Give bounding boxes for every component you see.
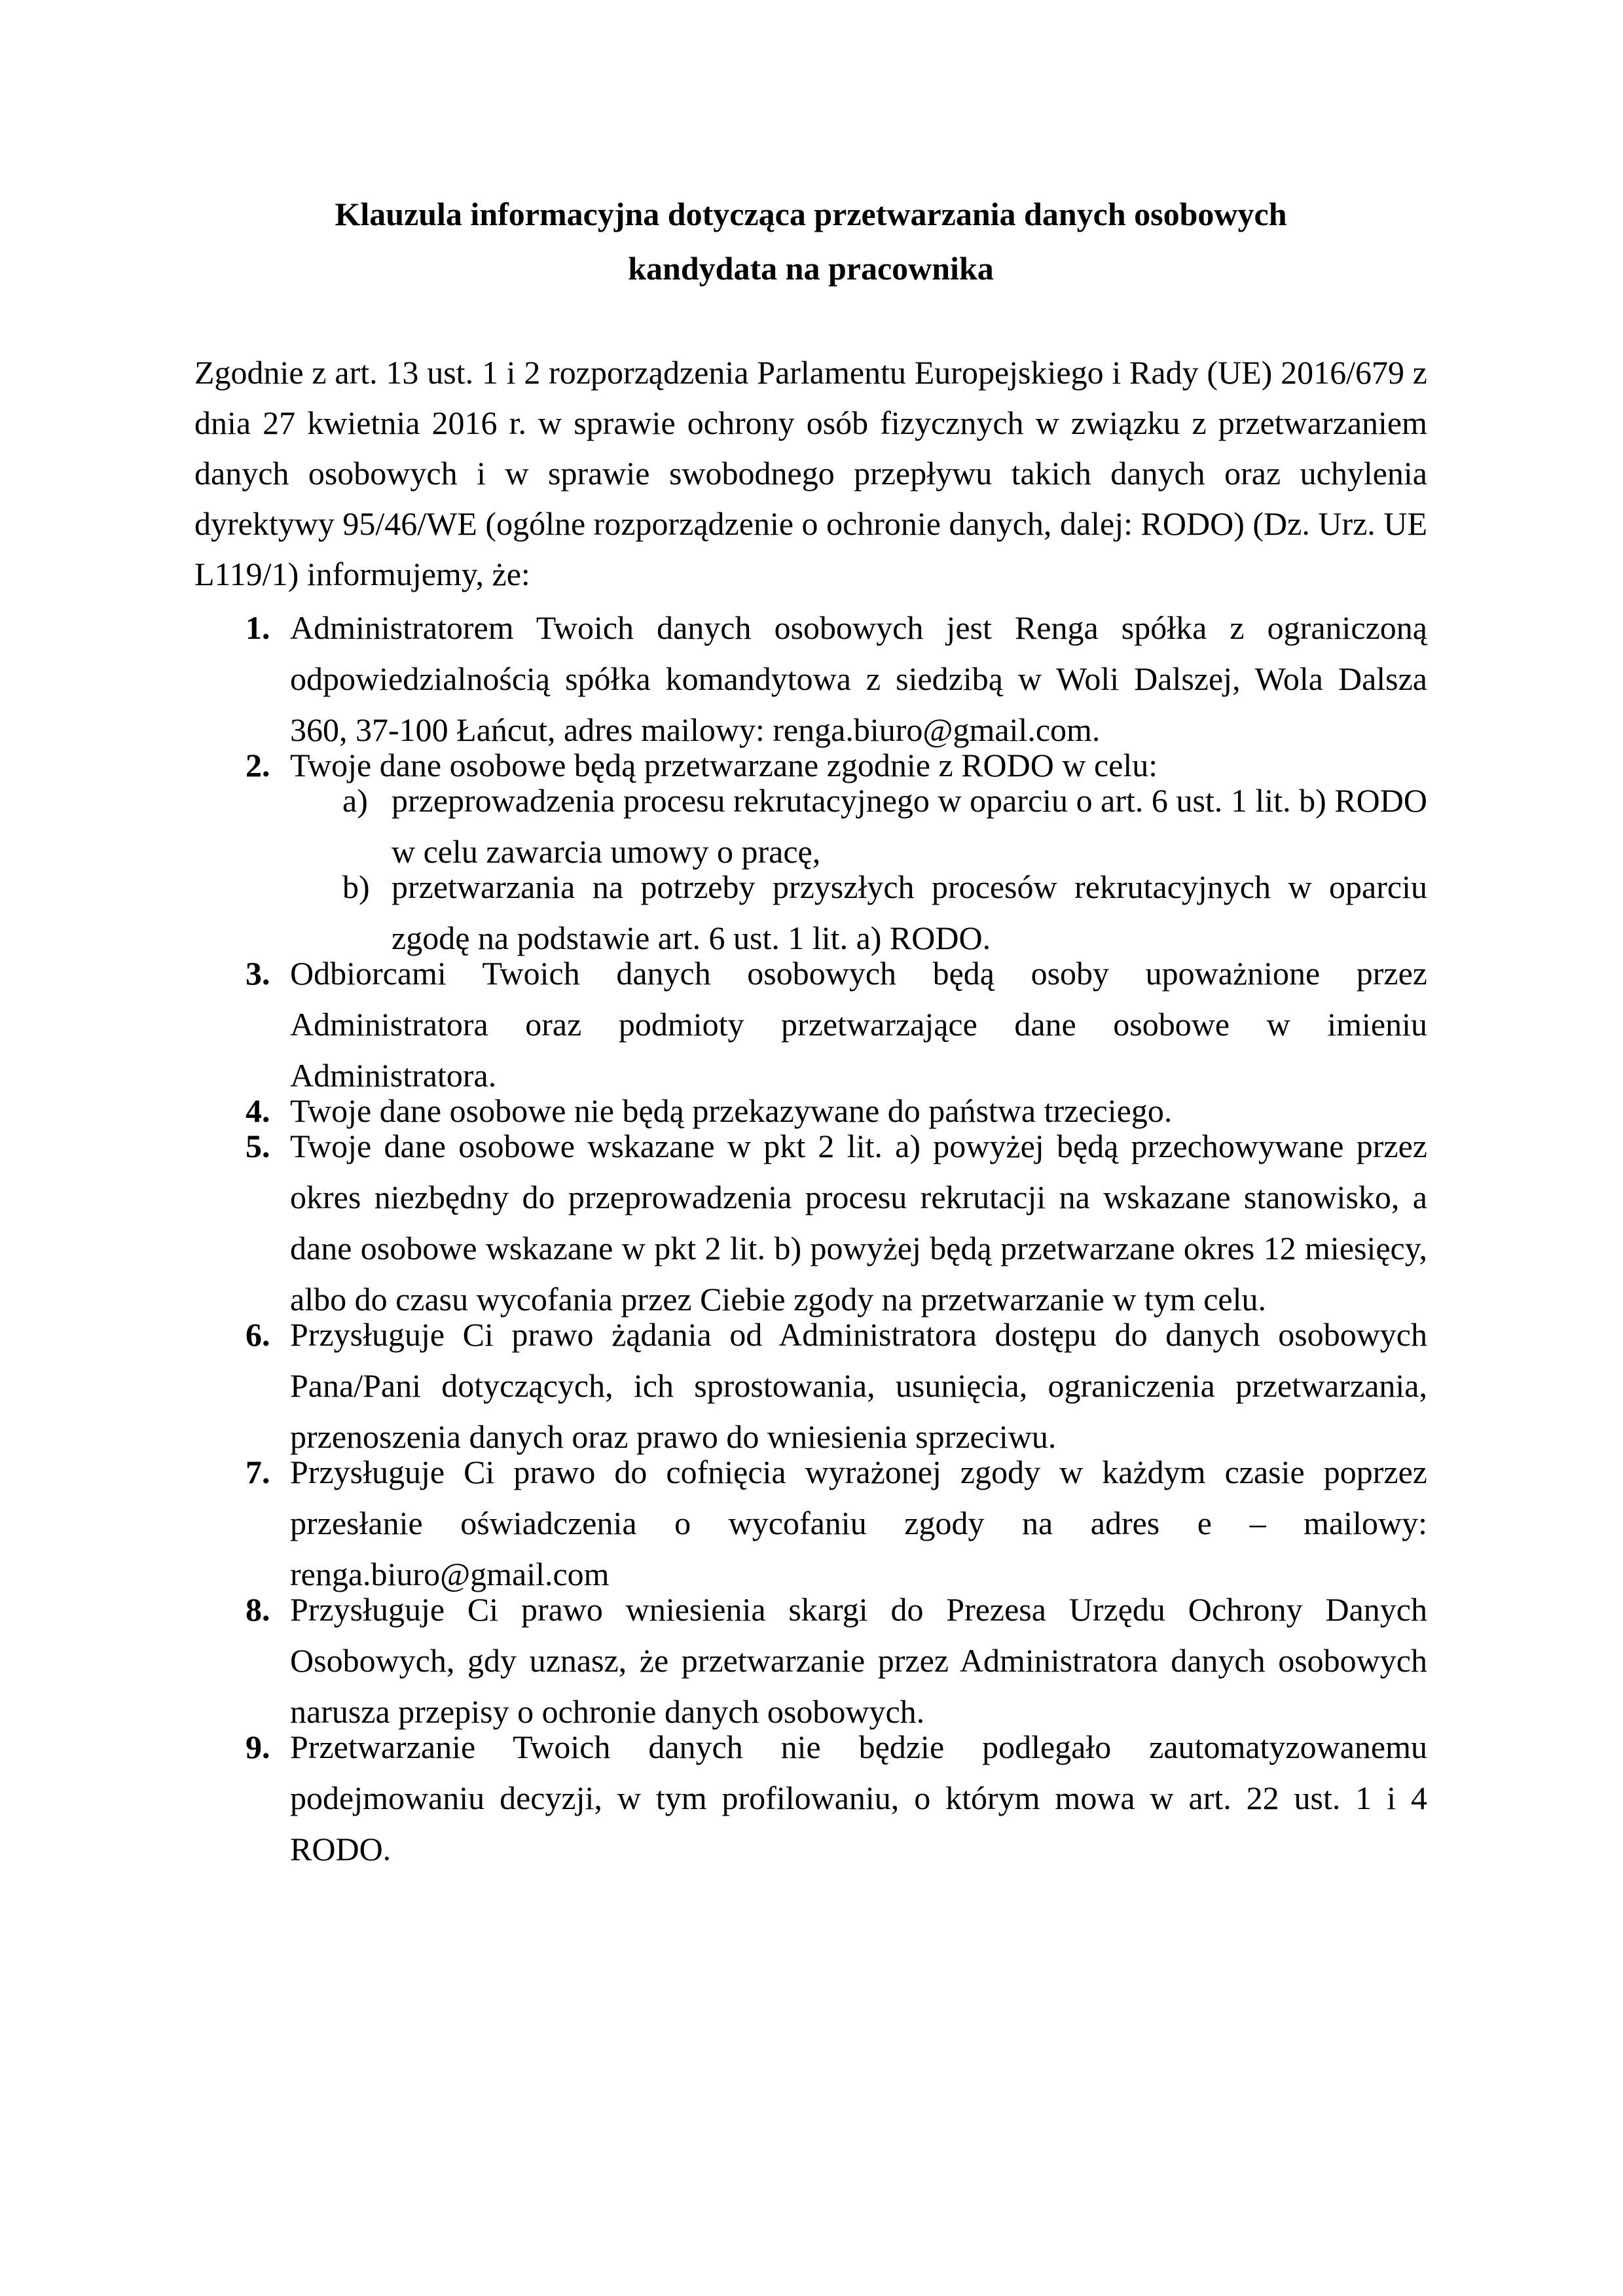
item-number: 9.	[246, 1729, 270, 1765]
item-number: 3.	[246, 955, 270, 992]
item-text: Administratorem Twoich danych osobowych jest Renga spółka z ograniczoną odpowiedzialnością spółka komandytowa z siedzibą w Woli Dalszej, Wola Dalsza 360, 37-100 Łańcut, adres mailowy: renga.biuro@gmail.com.	[290, 609, 1427, 748]
item-text: Przysługuje Ci prawo do cofnięcia wyrażonej zgody w każdym czasie poprzez przesłanie oświadczenia o wycofaniu zgody na adres e – mailowy: renga.biuro@gmail.com	[290, 1454, 1427, 1592]
item-number: 7.	[246, 1454, 270, 1490]
sub-item-letter: a)	[342, 782, 368, 819]
item-number: 2.	[246, 747, 270, 783]
numbered-list	[194, 602, 1427, 1874]
sub-item-letter: b)	[342, 869, 370, 905]
list-item-3	[194, 948, 1427, 1101]
page-title	[194, 187, 1427, 296]
item-number: 6.	[246, 1316, 270, 1353]
item-number: 5.	[246, 1128, 270, 1164]
item-number: 4.	[246, 1092, 270, 1129]
item-number: 1.	[246, 609, 270, 646]
list-item-7	[194, 1446, 1427, 1600]
item-text: Przysługuje Ci prawo wniesienia skargi do Prezesa Urzędu Ochrony Danych Osobowych, gdy uznasz, że przetwarzanie przez Administratora danych osobowych narusza przepisy o ochronie danych osobowych.	[290, 1591, 1427, 1730]
item-text: Przetwarzanie Twoich danych nie będzie podlegało zautomatyzowanemu podejmowaniu decyzji, w tym profilowaniu, o którym mowa w art. 22 ust. 1 i 4 RODO.	[290, 1729, 1427, 1867]
title-line-1: Klauzula informacyjna dotycząca przetwarzania danych osobowych	[335, 196, 1287, 232]
list-item-1	[194, 602, 1427, 755]
list-item-6	[194, 1309, 1427, 1462]
item-text: Odbiorcami Twoich danych osobowych będą osoby upoważnione przez Administratora oraz podmioty przetwarzające dane osobowe w imieniu Administratora.	[290, 955, 1427, 1094]
lettered-sub-list	[290, 775, 1427, 963]
item-text: Twoje dane osobowe nie będą przekazywane do państwa trzeciego.	[290, 1092, 1173, 1129]
list-item-2	[194, 740, 1427, 963]
sub-item-text: przeprowadzenia procesu rekrutacyjnego w oparciu o art. 6 ust. 1 lit. b) RODO w celu zawarcia umowy o pracę,	[392, 782, 1427, 870]
list-item-8	[194, 1584, 1427, 1737]
title-line-2: kandydata na pracownika	[628, 250, 994, 287]
item-text: Przysługuje Ci prawo żądania od Administratora dostępu do danych osobowych Pana/Pani dotyczących, ich sprostowania, usunięcia, ograniczenia przetwarzania, przenoszenia danych oraz prawo do wniesienia sprzeciwu.	[290, 1316, 1427, 1455]
sub-item-text: przetwarzania na potrzeby przyszłych procesów rekrutacyjnych w oparciu zgodę na podstawie art. 6 ust. 1 lit. a) RODO.	[392, 869, 1427, 956]
list-item-5	[194, 1121, 1427, 1325]
intro-paragraph: Zgodnie z art. 13 ust. 1 i 2 rozporządzenia Parlamentu Europejskiego i Rady (UE) 2016/679 z dnia 27 kwietnia 2016 r. w sprawie ochrony osób fizycznych w związku z przetwarzaniem danych osobowych i w sprawie swobodnego przepływu takich danych oraz uchylenia dyrektywy 95/46/WE (ogólne rozporządzenie o ochronie danych, dalej: RODO) (Dz. Urz. UE L119/1) informujemy, że:	[194, 354, 1427, 592]
list-item-9	[194, 1721, 1427, 1874]
item-number: 8.	[246, 1591, 270, 1628]
item-text: Twoje dane osobowe wskazane w pkt 2 lit. a) powyżej będą przechowywane przez okres niezbędny do przeprowadzenia procesu rekrutacji na wskazane stanowisko, a dane osobowe wskazane w pkt 2 lit. b) powyżej będą przetwarzane okres 12 miesięcy, albo do czasu wycofania przez Ciebie zgody na przetwarzanie w tym celu.	[290, 1128, 1427, 1318]
item-text: Twoje dane osobowe będą przetwarzane zgodnie z RODO w celu:	[290, 747, 1158, 783]
